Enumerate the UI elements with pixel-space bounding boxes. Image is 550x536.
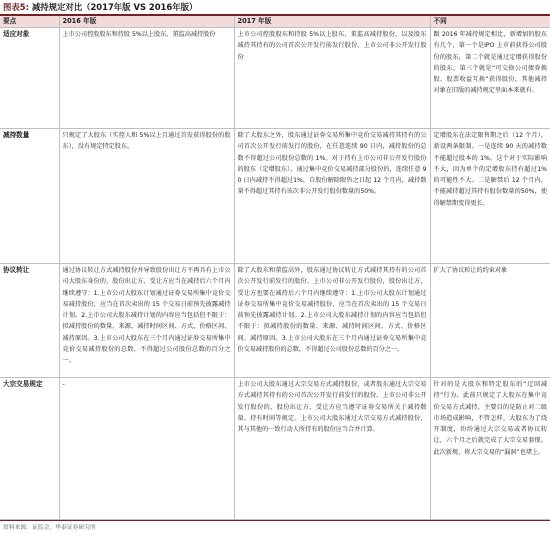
cell-2016: 只规定了大股东（实控人和 5%以上且通过首发获得股份的股东），没有规定特定股东。 — [59, 129, 234, 264]
cell-2017: 除了大股东之外，股东通过证券交易所集中竞价交易减持其持有的公司首次公开发行前发行的股份，在任意连续 90 日内，减持股份的总数不得超过公司股份总数的 1%。对于持有上市公司非公开发行股份的股东（定增股东），通过集中竞价交易减持部分股份的，连续任意 90 日内减持不得超过1%，自股份解除限售之日起 12 个月内，减持数量不得超过其持有该次非公开发行股份数量的50%。 — [234, 129, 430, 264]
table-row — [0, 129, 550, 264]
cell-2016: - — [59, 378, 234, 520]
cell-diff: 定增股东在法定限售期之后（12 个月），新设两条限制。一是连续 90 天的减持数不能超过股本的 1%，这个对于实际影响不大，因为单个的定增股东持有超过1%的可能性不大。二是解禁后 12 个月内，不能减持超过其持有股份数量的50%，使得解禁期变得更长。 — [430, 129, 550, 264]
cell-diff: 扩大了协议转让的约束对象 — [430, 264, 550, 378]
header-2016: 2016 年版 — [59, 16, 234, 28]
header-diff: 不同 — [430, 16, 550, 28]
source-note: 资料来源：证监会，华泰证券研究所 — [3, 525, 96, 531]
figure-title-text: 减持规定对比（2017年版 VS 2016年版） — [31, 2, 198, 12]
cell-2017: 上市公司控股股东和持股 5%以上股东、董监高减持股份，以及股东减持其持有的公司首次公开发行前发行股份、上市公司非公开发行股份 — [234, 28, 430, 129]
cell-diff: 跟 2016 年减持规定相比，新增加的股东有几个，第一个是IPO 上市前获得公司股份的股东，第二个就是通过定增获得股份的股东，第三个就是“可交换公司债券换股、股票收益互换”获得股份，其他减持对象在旧版的减持规定里面本来就有。 — [430, 28, 550, 129]
bottom-rule — [0, 520, 550, 521]
row-key: 大宗交易规定 — [0, 378, 59, 520]
table-row — [0, 28, 550, 129]
table-row — [0, 264, 550, 378]
figure-label: 图表5: — [3, 2, 29, 12]
comparison-table — [0, 16, 550, 520]
header-2017: 2017 年版 — [234, 16, 430, 28]
row-key: 减持数量 — [0, 129, 59, 264]
cell-2017: 上市公司大股东通过大宗交易方式减持股份，或者股东通过大宗交易方式减持其持有的公司首次公开发行前发行的股份、上市公司非公开发行股份的，股份出让方、受让方应当遵守证券交易所关于减持数量、持有时间等规定。上市公司大股东通过大宗交易方式减持股份，其与其他的一致行动人所持有的股份应当合并计算。 — [234, 378, 430, 520]
cell-2017: 除了大股东和董监高外，股东通过协议转让方式减持其持有的公司首次公开发行前发行的股份、上市公司非公开发行股份，股份出让方、受让方也要在减持后六个月内继续遵守：1.上市公司大股东计划通过证券交易所集中竞价交易减持股份，应当在首次卖出的 15 个交易日前预先披露减持计划。2.上市公司大股东减持计划的内容应当包括但不限于：拟减持股份的数量、来源、减持时间区间、方式、价格区间、减持原因。3.上市公司大股东在三个月内通过证券交易所集中竞价交易减持股份的总数，不得超过公司股份总数的百分之一。 — [234, 264, 430, 378]
row-key: 适应对象 — [0, 28, 59, 129]
figure-title — [0, 0, 550, 14]
header-key: 要点 — [0, 16, 59, 28]
row-key: 协议转让 — [0, 264, 59, 378]
table-row — [0, 378, 550, 520]
cell-2016: 上市公司控股股东和持股 5%以上股东、董监高减持股份 — [59, 28, 234, 129]
cell-diff: 针对的是大股东和特定股东的“迂回减持”行为。此前只规定了大股东在集中竞价交易方式减持，主要目的是防止对二级市场造成影响，不管怎样，大股东为了绕开制度，纷纷通过大宗交易或者协议转让，六个月之后就完成了大宗交易套现。此次新规，将大宗交易的“漏洞”也堵上。 — [430, 378, 550, 520]
table-header-row — [0, 16, 550, 28]
cell-2016: 通过协议转让方式减持股份并导致股份出让方不再具有上市公司大股东身份的，股份出让方、受让方应当在减持后六个月内继续遵守：1.上市公司大股东计划通过证券交易所集中竞价交易减持股份，应当在首次卖出的 15 个交易日前预先披露减持计划。2.上市公司大股东减持计划的内容应当包括但不限于：拟减持股份的数量、来源、减持时间区间、方式、价格区间、减持原因。3.上市公司大股东在三个月内通过证券交易所集中竞价交易减持股份的总数，不得超过公司股份总数的百分之一。 — [59, 264, 234, 378]
